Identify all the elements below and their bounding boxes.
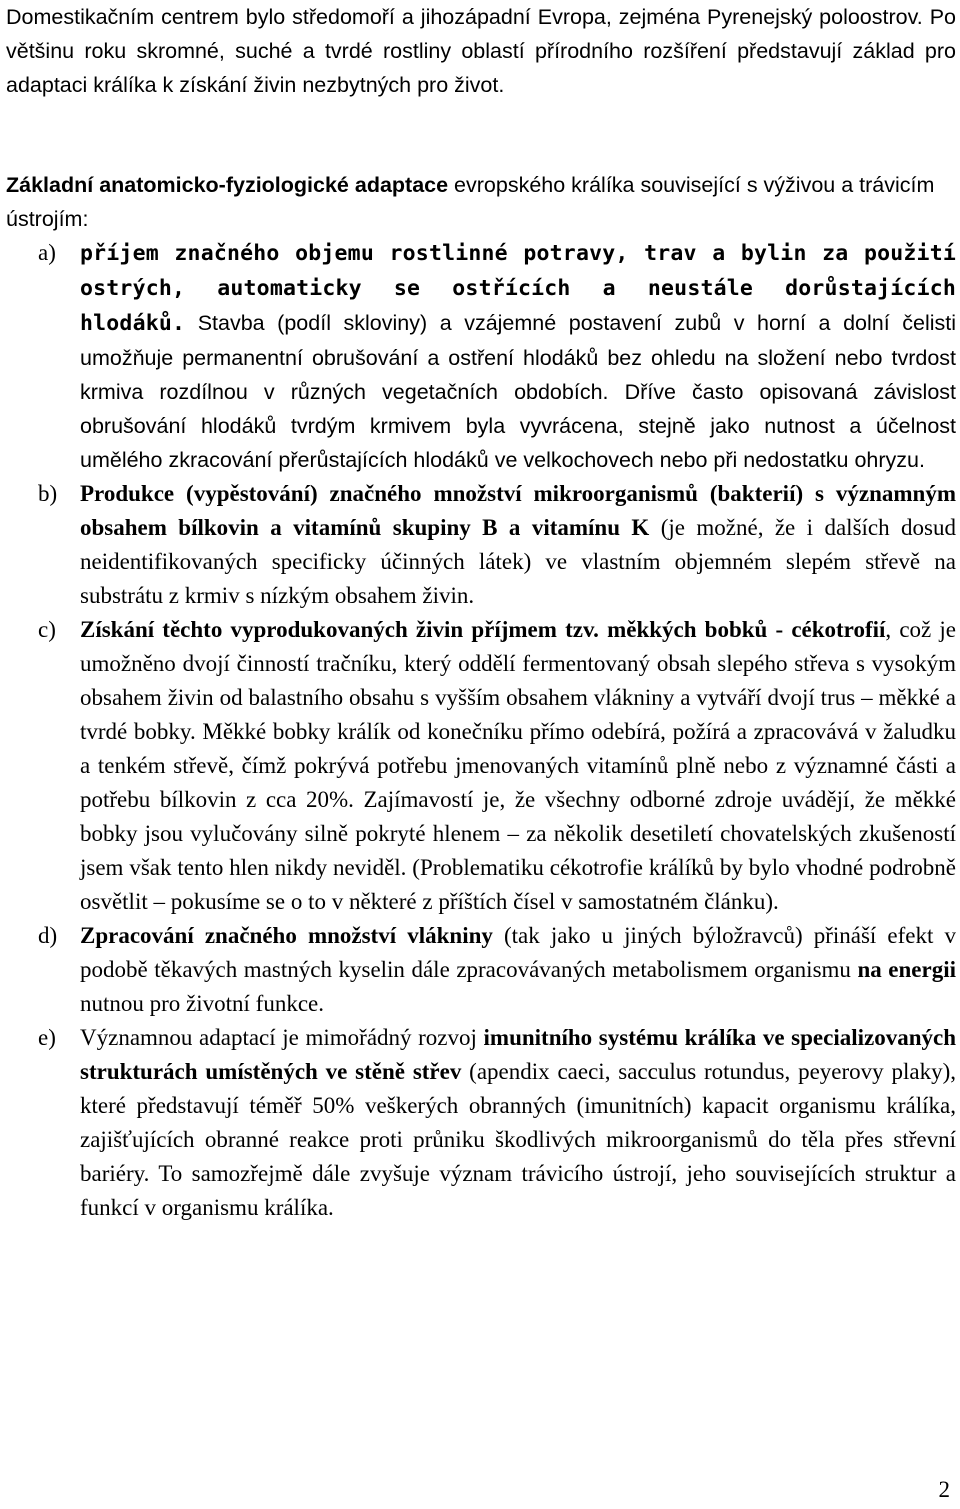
list-marker: c) <box>38 617 56 642</box>
heading-rest: evropského králíka související s výživou a trávicím ústrojím: <box>6 173 935 231</box>
adaptation-list <box>6 236 956 1225</box>
item-e-pre: Významnou adaptací je mimořádný rozvoj <box>80 1025 484 1050</box>
list-item-a <box>6 236 956 477</box>
list-item-b <box>6 477 956 613</box>
item-d-bold: Zpracování značného množství vlákniny <box>80 923 493 948</box>
list-marker: a) <box>38 240 56 265</box>
item-e-bold: imunitního systému králíka ve specializovaných strukturách umístěných ve stěně střev <box>80 1025 956 1084</box>
item-d-text: (tak jako u jiných býložravců) přináší efekt v podobě těkavých mastných kyselin dále zpracovávaných metabolismem organismu <box>80 923 956 982</box>
intro-paragraph: Domestikačním centrem bylo středomoří a jihozápadní Evropa, zejména Pyrenejský poloostrov. Po většinu roku skromné, suché a tvrdé rostliny oblastí přírodního rozšíření představují základ pro adaptaci králíka k získání živin nezbytných pro život. <box>6 5 956 97</box>
list-marker: d) <box>38 923 58 948</box>
item-a-text: Stavba (podíl skloviny) a vzájemné postavení zubů v horní a dolní čelisti umožňuje permanentní obrušování a ostření hlodáků bez ohledu na složení nebo tvrdost krmiva rozdílnou v různých vegetačních obdobích. Dříve často opisovaná závislost obrušování hlodáků tvrdým krmivem byla vyvrácena, stejně jako nutnost a účelnost umělého zkracování přerůstajících hlodáků ve velkochovech nebo při nedostatku ohryzu. <box>80 311 956 472</box>
item-c-bold: Získání těchto vyprodukovaných živin příjmem tzv. měkkých bobků - cékotrofií <box>80 617 886 642</box>
list-item-c <box>6 613 956 919</box>
item-d-text-2: nutnou pro životní funkce. <box>80 991 325 1016</box>
item-b-text: (je možné, že i dalších dosud neidentifikovaných specificky účinných látek) ve vlastním objemném slepém střevě na substrátu z krmiv s nízkým obsahem živin. <box>80 515 956 608</box>
list-marker: b) <box>38 481 58 506</box>
heading-bold: Základní anatomicko-fyziologické adaptace <box>6 173 449 197</box>
list-item-e <box>6 1021 956 1225</box>
item-e-text: (apendix caeci, sacculus rotundus, peyerovy plaky), které představují téměř 50% veškerých obranných (imunitních) kapacit organismu králíka, zajišťujících obranné reakce proti průniku škodlivých mikroorganismů do těla přes střevní bariéry. To samozřejmě dále zvyšuje význam trávicího ústrojí, jeho souvisejících struktur a funkcí v organismu králíka. <box>80 1059 956 1220</box>
item-a-bold: příjem značného objemu rostlinné potravy, trav a bylin za použití ostrých, automaticky se ostřících a neustále dorůstajících hlodáků. <box>80 241 956 336</box>
item-b-bold: Produkce (vypěstování) značného množství mikroorganismů (bakterií) s významným obsahem bílkovin a vitamínů skupiny B a vitamínu K <box>80 481 956 540</box>
item-c-text: , což je umožněno dvojí činností tračníku, který oddělí fermentovaný obsah slepého střeva s vysokým obsahem živin od balastního obsahu s vyšším obsahem vlákniny a vytváří dvojí trus – měkké a tvrdé bobky. Měkké bobky králík od konečníku přímo odebírá, požírá a zpracovává v žaludku a tenkém střevě, čímž pokrývá potřebu jmenovaných vitamínů plně nebo z významné části a potřebu bílkovin z cca 20%. Zajímavostí je, že všechny odborné zdroje uvádějí, že měkké bobky jsou vylučovány silně pokryté hlenem – za několik desetiletí chovatelských zkušeností jsem však tento hlen nikdy neviděl. (Problematiku cékotrofie králíků by bylo vhodné podrobně osvětlit – pokusíme se o to v některé z příštích čísel v samostatném článku). <box>80 617 956 914</box>
list-item-d <box>6 919 956 1021</box>
item-d-bold-2: na energii <box>857 957 956 982</box>
page-number: 2 <box>938 1477 950 1502</box>
list-marker: e) <box>38 1025 56 1050</box>
section-heading <box>6 168 956 236</box>
